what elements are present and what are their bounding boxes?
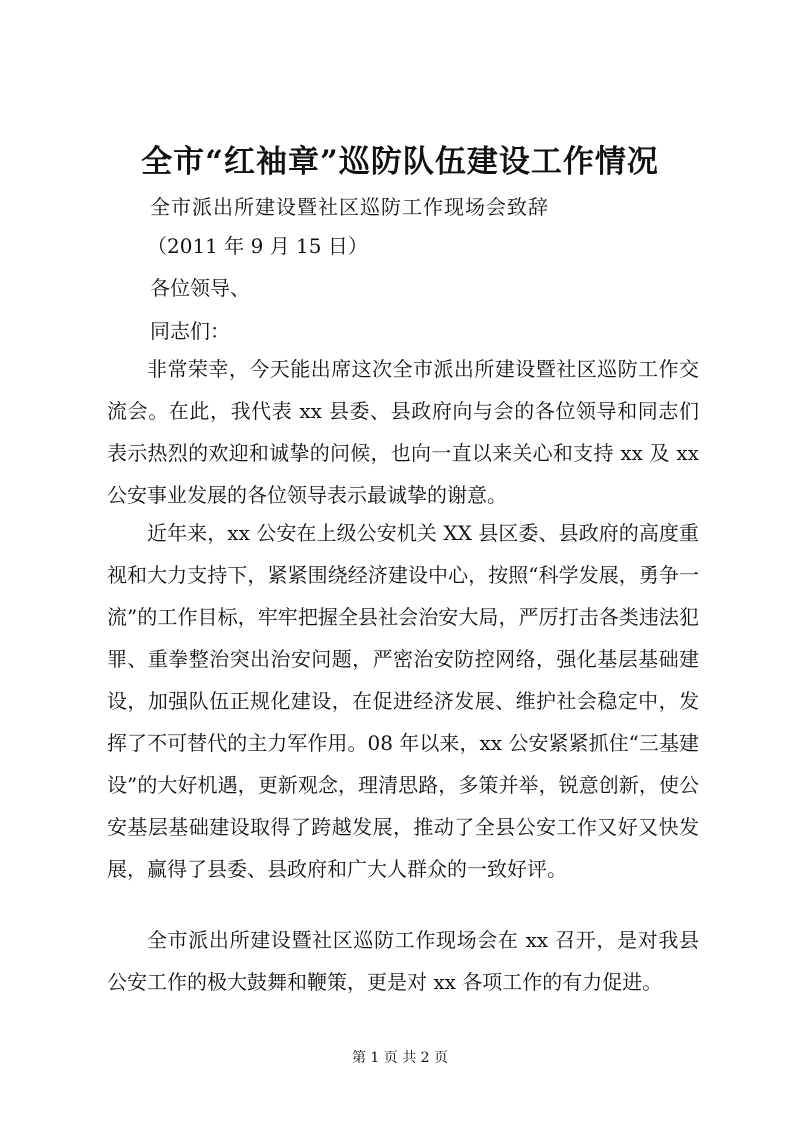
- page-number-footer: 第 1 页 共 2 页: [351, 1050, 449, 1066]
- salutation-leaders: 各位领导、: [150, 276, 250, 300]
- document-title: 全市“红袖章”巡防队伍建设工作情况: [141, 144, 659, 180]
- paragraph: 全市派出所建设暨社区巡防工作现场会在 xx 召开，是对我县公安工作的极大鼓舞和鞭策，更是对 xx 各项工作的有力促进。: [107, 928, 699, 994]
- document-subtitle: 全市派出所建设暨社区巡防工作现场会致辞: [150, 195, 549, 219]
- paragraph: 近年来，xx 公安在上级公安机关 XX 县区委、县政府的高度重视和大力支持下，紧紧围绕经济建设中心，按照“科学发展，勇争一流”的工作目标，牢牢把握全县社会治安大局，严厉打击各类违法犯罪、重拳整治突出治安问题，严密治安防控网络，强化基层基础建设，加强队伍正规化建设，在促进经济发展、维护社会稳定中，发挥了不可替代的主力军作用。08 年以来，xx 公安紧紧抓住“三基建设”的大好机遇，更新观念，理清思路，多策并举，锐意创新，使公安基层基础建设取得了跨越发展，推动了全县公安工作又好又快发展，赢得了县委、县政府和广大人群众的一致好评。: [107, 521, 699, 881]
- document-date: （2011 年 9 月 15 日）: [147, 234, 368, 258]
- paragraph: 非常荣幸，今天能出席这次全市派出所建设暨社区巡防工作交流会。在此，我代表 xx 县委、县政府向与会的各位领导和同志们表示热烈的欢迎和诚挚的问候，也向一直以来关心和支持 xx 及 xx 公安事业发展的各位领导表示最诚挚的谢意。: [107, 357, 699, 507]
- salutation-comrades: 同志们：: [150, 319, 230, 343]
